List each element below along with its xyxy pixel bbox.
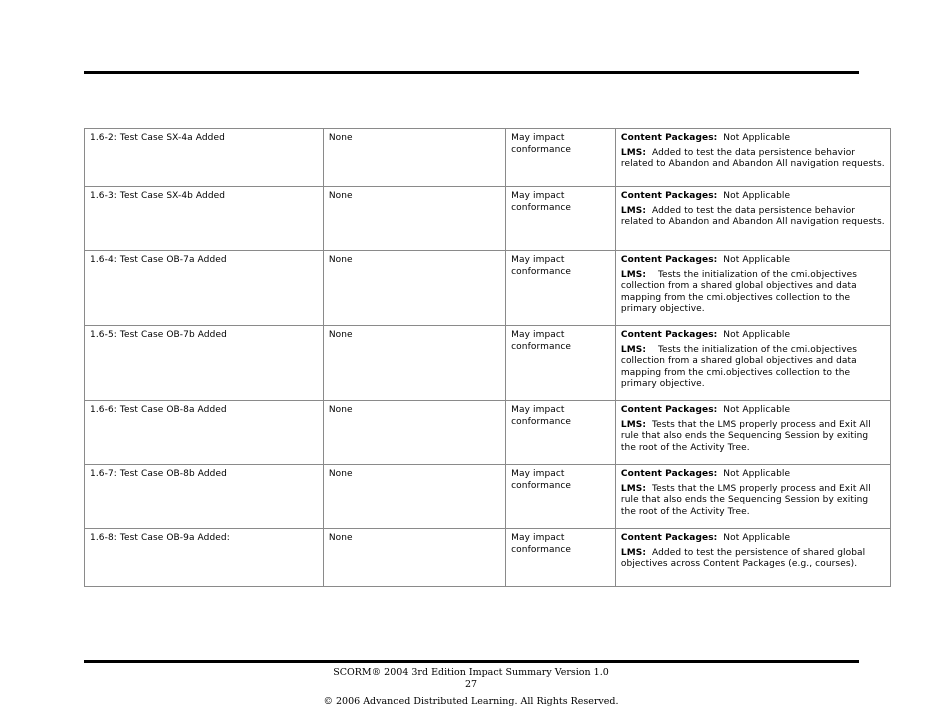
lms-line — [621, 206, 885, 229]
footer-title: SCORM® 2004 3rd Edition Impact Summary Version 1.0 — [333, 667, 609, 678]
lms-label: LMS: — [620, 344, 647, 355]
content-packages-value: Not Applicable — [723, 533, 791, 543]
lms-label: LMS: — [620, 269, 647, 280]
content-packages-value: Not Applicable — [723, 469, 791, 479]
table-row — [85, 326, 891, 401]
lms-value: Tests that the LMS properly process and Exit All rule that also ends the Sequencing Session by exiting the root of the Activity Tree. — [620, 419, 871, 453]
lms-value: Tests that the LMS properly process and Exit All rule that also ends the Sequencing Session by exiting the root of the Activity Tree. — [620, 483, 871, 517]
lms-value: Tests the initialization of the cmi.objectives collection from a shared global objectives and data mapping from the cmi.objectives collection to the primary objective. — [620, 269, 858, 314]
content-packages-line — [621, 405, 885, 417]
lms-label: LMS: — [620, 419, 647, 430]
content-packages-line — [621, 255, 885, 267]
content-packages-label: Content Packages: — [620, 533, 718, 543]
impact-cell: None — [323, 187, 505, 251]
impact-cell: None — [323, 326, 505, 401]
change-summary-table — [84, 128, 891, 587]
content-packages-label: Content Packages: — [620, 469, 718, 479]
change-cell: 1.6-8: Test Case OB-9a Added: — [85, 529, 324, 587]
description-cell — [615, 465, 890, 529]
description-cell — [615, 326, 890, 401]
lms-line — [621, 420, 885, 455]
content-packages-label: Content Packages: — [620, 330, 718, 340]
table-row — [85, 465, 891, 529]
conformance-cell: May impact conformance — [506, 465, 616, 529]
table-body — [85, 129, 891, 587]
impact-cell: None — [323, 465, 505, 529]
content-packages-line — [621, 330, 885, 342]
change-cell: 1.6-4: Test Case OB-7a Added — [85, 251, 324, 326]
content-packages-line — [621, 469, 885, 481]
conformance-cell: May impact conformance — [506, 401, 616, 465]
table-row — [85, 187, 891, 251]
table-row — [85, 251, 891, 326]
impact-cell: None — [323, 529, 505, 587]
lms-value: Added to test the data persistence behavior related to Abandon and Abandon All navigation requests. — [620, 147, 885, 169]
lms-value: Added to test the persistence of shared global objectives across Content Packages (e.g., courses). — [620, 547, 866, 569]
conformance-cell: May impact conformance — [506, 529, 616, 587]
impact-cell: None — [323, 251, 505, 326]
impact-cell: None — [323, 129, 505, 187]
lms-line — [621, 148, 885, 171]
conformance-cell: May impact conformance — [506, 187, 616, 251]
conformance-cell: May impact conformance — [506, 251, 616, 326]
change-cell: 1.6-3: Test Case SX-4b Added — [85, 187, 324, 251]
lms-label: LMS: — [620, 483, 647, 494]
content-packages-line — [621, 191, 885, 203]
lms-value: Added to test the data persistence behavior related to Abandon and Abandon All navigation requests. — [620, 205, 885, 227]
content-packages-line — [621, 533, 885, 545]
description-cell — [615, 251, 890, 326]
description-cell — [615, 129, 890, 187]
lms-label: LMS: — [620, 205, 647, 216]
content-packages-value: Not Applicable — [723, 191, 791, 201]
table-row — [85, 529, 891, 587]
content-packages-value: Not Applicable — [723, 405, 791, 415]
description-cell — [615, 529, 890, 587]
lms-line — [621, 345, 885, 391]
table-row — [85, 401, 891, 465]
change-cell: 1.6-6: Test Case OB-8a Added — [85, 401, 324, 465]
conformance-cell: May impact conformance — [506, 129, 616, 187]
change-cell: 1.6-7: Test Case OB-8b Added — [85, 465, 324, 529]
content-packages-value: Not Applicable — [723, 133, 791, 143]
content-packages-label: Content Packages: — [620, 255, 718, 265]
lms-label: LMS: — [620, 547, 647, 558]
content-packages-value: Not Applicable — [723, 330, 791, 340]
lms-value: Tests the initialization of the cmi.objectives collection from a shared global objectives and data mapping from the cmi.objectives collection to the primary objective. — [620, 344, 858, 389]
impact-cell: None — [323, 401, 505, 465]
header-rule — [84, 71, 859, 74]
lms-label: LMS: — [620, 147, 647, 158]
page-number: 27 — [464, 679, 478, 690]
change-cell: 1.6-2: Test Case SX-4a Added — [85, 129, 324, 187]
table-row — [85, 129, 891, 187]
copyright-notice: © 2006 Advanced Distributed Learning. All Rights Reserved. — [323, 696, 619, 707]
footer-rule — [84, 660, 859, 663]
lms-line — [621, 270, 885, 316]
content-packages-label: Content Packages: — [620, 405, 718, 415]
content-packages-label: Content Packages: — [620, 133, 718, 143]
content-packages-value: Not Applicable — [723, 255, 791, 265]
change-cell: 1.6-5: Test Case OB-7b Added — [85, 326, 324, 401]
conformance-cell: May impact conformance — [506, 326, 616, 401]
description-cell — [615, 401, 890, 465]
description-cell — [615, 187, 890, 251]
content-packages-label: Content Packages: — [620, 191, 718, 201]
lms-line — [621, 548, 885, 571]
content-packages-line — [621, 133, 885, 145]
lms-line — [621, 484, 885, 519]
